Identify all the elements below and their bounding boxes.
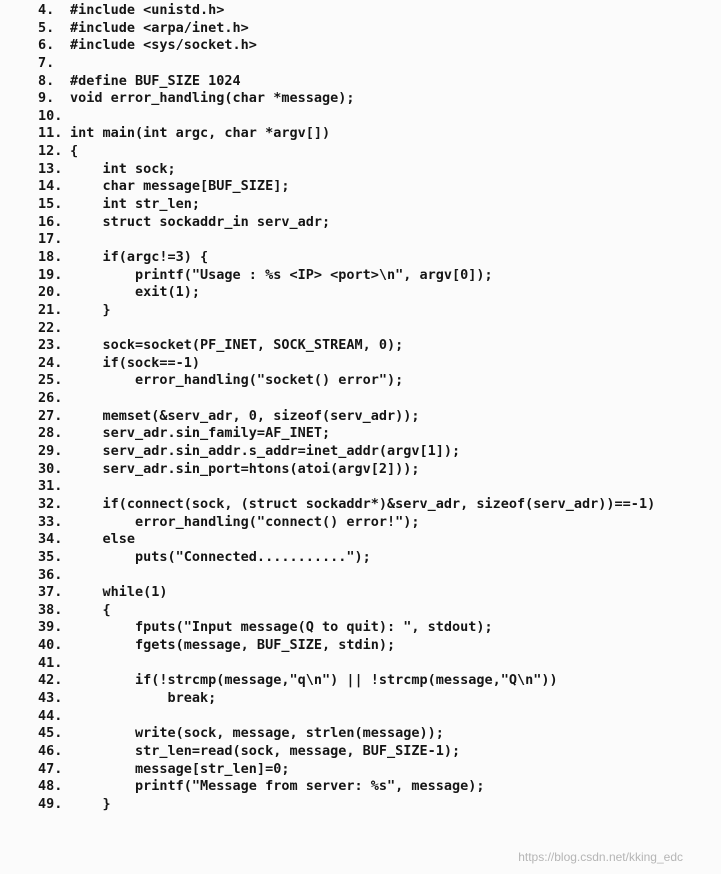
code-line (0, 143, 721, 161)
code-line (0, 514, 721, 532)
line-number: 31. (38, 478, 63, 495)
line-number: 33. (38, 513, 63, 530)
line-number: 7. (38, 54, 55, 71)
line-number: 11. (38, 125, 63, 142)
code-line (0, 20, 721, 38)
line-number: 20. (38, 284, 63, 301)
code-line (0, 408, 721, 426)
code-line (0, 390, 721, 408)
line-number: 19. (38, 266, 63, 283)
code-line (0, 690, 721, 708)
code-line (0, 531, 721, 549)
code-line (0, 778, 721, 796)
line-number: 41. (38, 654, 63, 671)
line-number: 32. (38, 495, 63, 512)
line-number: 24. (38, 354, 63, 371)
code-line (0, 796, 721, 814)
code-text: int sock; (70, 160, 176, 177)
code-line (0, 249, 721, 267)
line-number: 15. (38, 196, 63, 213)
code-text: message[str_len]=0; (70, 760, 290, 777)
line-number: 36. (38, 566, 63, 583)
code-line (0, 37, 721, 55)
code-text: int main(int argc, char *argv[]) (70, 125, 331, 142)
code-line (0, 655, 721, 673)
code-line (0, 708, 721, 726)
line-number: 14. (38, 178, 63, 195)
code-line (0, 161, 721, 179)
code-text: break; (70, 689, 217, 706)
code-text: #include <sys/socket.h> (70, 37, 257, 54)
line-number: 46. (38, 742, 63, 759)
code-text: #include <arpa/inet.h> (70, 19, 249, 36)
line-number: 8. (38, 72, 55, 89)
code-line (0, 461, 721, 479)
code-line (0, 2, 721, 20)
line-number: 44. (38, 707, 63, 724)
code-line (0, 302, 721, 320)
code-line (0, 267, 721, 285)
code-line (0, 478, 721, 496)
line-number: 22. (38, 319, 63, 336)
line-number: 13. (38, 160, 63, 177)
code-line (0, 549, 721, 567)
code-text: #include <unistd.h> (70, 2, 225, 18)
code-line (0, 725, 721, 743)
code-line (0, 672, 721, 690)
code-line (0, 320, 721, 338)
code-line (0, 337, 721, 355)
line-number: 40. (38, 637, 63, 654)
code-line (0, 231, 721, 249)
line-number: 38. (38, 601, 63, 618)
line-number: 18. (38, 248, 63, 265)
line-number: 25. (38, 372, 63, 389)
code-line (0, 55, 721, 73)
line-number: 48. (38, 778, 63, 795)
code-text: printf("Usage : %s <IP> <port>\n", argv[0]); (70, 266, 493, 283)
code-line (0, 425, 721, 443)
code-text: write(sock, message, strlen(message)); (70, 725, 444, 742)
line-number: 23. (38, 337, 63, 354)
code-line (0, 602, 721, 620)
code-line (0, 284, 721, 302)
code-text: sock=socket(PF_INET, SOCK_STREAM, 0); (70, 337, 404, 354)
code-line (0, 108, 721, 126)
code-text: exit(1); (70, 284, 201, 301)
code-text: printf("Message from server: %s", message); (70, 778, 485, 795)
code-line (0, 584, 721, 602)
code-text: if(argc!=3) { (70, 248, 209, 265)
code-text: memset(&serv_adr, 0, sizeof(serv_adr)); (70, 407, 420, 424)
watermark: https://blog.csdn.net/kking_edc (518, 850, 683, 864)
code-text: struct sockaddr_in serv_adr; (70, 213, 331, 230)
code-listing (0, 2, 721, 813)
line-number: 29. (38, 443, 63, 460)
line-number: 28. (38, 425, 63, 442)
code-text: serv_adr.sin_addr.s_addr=inet_addr(argv[1]); (70, 443, 461, 460)
code-text: #define BUF_SIZE 1024 (70, 72, 241, 89)
code-line (0, 73, 721, 91)
code-text: fgets(message, BUF_SIZE, stdin); (70, 637, 396, 654)
code-text: void error_handling(char *message); (70, 90, 355, 107)
line-number: 4. (38, 2, 55, 18)
line-number: 16. (38, 213, 63, 230)
code-text: fputs("Input message(Q to quit): ", stdout); (70, 619, 493, 636)
code-text: serv_adr.sin_port=htons(atoi(argv[2])); (70, 460, 420, 477)
code-line (0, 214, 721, 232)
line-number: 27. (38, 407, 63, 424)
code-line (0, 619, 721, 637)
line-number: 17. (38, 231, 63, 248)
line-number: 43. (38, 689, 63, 706)
code-line (0, 90, 721, 108)
code-text: if(sock==-1) (70, 354, 201, 371)
code-text: if(connect(sock, (struct sockaddr*)&serv_adr, sizeof(serv_adr))==-1) (70, 495, 656, 512)
code-text: } (70, 795, 111, 812)
code-text: } (70, 301, 111, 318)
line-number: 37. (38, 584, 63, 601)
code-line (0, 178, 721, 196)
code-text: if(!strcmp(message,"q\n") || !strcmp(message,"Q\n")) (70, 672, 558, 689)
line-number: 35. (38, 548, 63, 565)
line-number: 10. (38, 107, 63, 124)
line-number: 49. (38, 795, 63, 812)
line-number: 21. (38, 301, 63, 318)
line-number: 12. (38, 143, 63, 160)
code-line (0, 355, 721, 373)
code-text: error_handling("connect() error!"); (70, 513, 420, 530)
line-number: 9. (38, 90, 55, 107)
code-text: char message[BUF_SIZE]; (70, 178, 290, 195)
line-number: 5. (38, 19, 55, 36)
line-number: 39. (38, 619, 63, 636)
line-number: 45. (38, 725, 63, 742)
code-text: { (70, 143, 79, 160)
code-text: { (70, 601, 111, 618)
line-number: 26. (38, 390, 63, 407)
code-line (0, 443, 721, 461)
code-line (0, 567, 721, 585)
code-line (0, 496, 721, 514)
code-text: str_len=read(sock, message, BUF_SIZE-1); (70, 742, 461, 759)
code-text: puts("Connected..........."); (70, 548, 371, 565)
code-text: while(1) (70, 584, 168, 601)
code-line (0, 125, 721, 143)
code-line (0, 196, 721, 214)
line-number: 30. (38, 460, 63, 477)
code-line (0, 372, 721, 390)
code-text: serv_adr.sin_family=AF_INET; (70, 425, 331, 442)
line-number: 42. (38, 672, 63, 689)
line-number: 47. (38, 760, 63, 777)
code-line (0, 637, 721, 655)
line-number: 6. (38, 37, 55, 54)
code-text: error_handling("socket() error"); (70, 372, 404, 389)
line-number: 34. (38, 531, 63, 548)
code-line (0, 743, 721, 761)
code-text: int str_len; (70, 196, 201, 213)
code-line (0, 761, 721, 779)
code-text: else (70, 531, 136, 548)
